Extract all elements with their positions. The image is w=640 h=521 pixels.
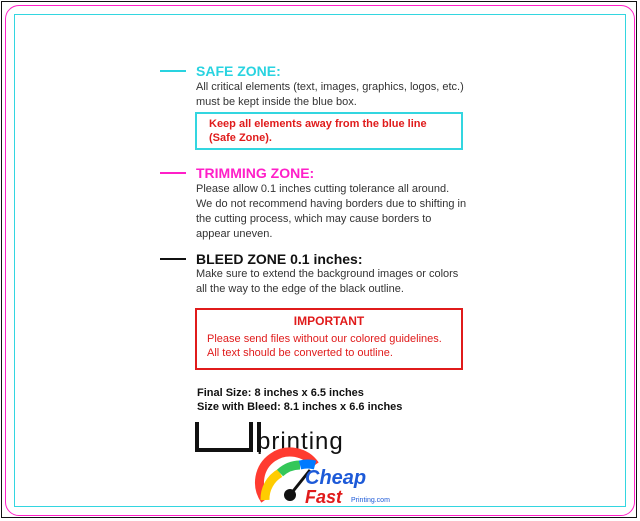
logo-word-printing (351, 497, 390, 504)
bleed-zone-legend-line (160, 258, 186, 260)
important-line: All text should be converted to outline. (207, 347, 393, 359)
bleed-size-text: Size with Bleed: 8.1 inches x 6.6 inches (197, 401, 403, 413)
safe-zone-line: All critical elements (text, images, graphics, logos, etc.) (196, 81, 464, 93)
printing-logo-text: printing (257, 428, 344, 455)
important-title: IMPORTANT (293, 314, 365, 328)
important-box (195, 308, 463, 370)
cheapfastprinting-logo (255, 445, 405, 510)
logo-word-fast: Fast (305, 487, 343, 507)
trimming-zone-legend-line (160, 172, 186, 174)
trimming-zone-text (196, 182, 466, 242)
trimming-zone-line: appear uneven. (196, 228, 273, 240)
important-line: Please send files without our colored guidelines. (207, 333, 442, 345)
bleed-zone-line: Make sure to extend the background images or colors (196, 268, 459, 280)
bleed-zone-line: all the way to the edge of the black outline. (196, 283, 404, 295)
safe-zone-text (196, 80, 464, 110)
safe-zone-note-box (195, 112, 463, 150)
safe-zone-line: must be kept inside the blue box. (196, 96, 357, 108)
trimming-zone-heading: TRIMMING ZONE: (196, 165, 315, 181)
logo-tld-text: .com (374, 497, 390, 504)
trimming-zone-line: We do not recommend having borders due to shifting in (196, 198, 467, 210)
safe-zone-heading: SAFE ZONE: (196, 63, 281, 79)
final-size-text: Final Size: 8 inches x 6.5 inches (197, 387, 364, 399)
bleed-zone-text (196, 267, 458, 297)
bleed-zone-heading: BLEED ZONE 0.1 inches: (196, 251, 363, 267)
logo-printing-text: Printing (351, 497, 375, 504)
safe-zone-note-line: (Safe Zone). (209, 132, 272, 144)
logo-word-cheap: Cheap (305, 467, 367, 489)
safe-zone-note-line: Keep all elements away from the blue line (209, 118, 427, 130)
trimming-zone-line: Please allow 0.1 inches cutting tolerance all around. (196, 183, 450, 195)
trimming-zone-line: the cutting process, which may cause borders to (196, 213, 432, 225)
safe-zone-legend-line (160, 70, 186, 72)
